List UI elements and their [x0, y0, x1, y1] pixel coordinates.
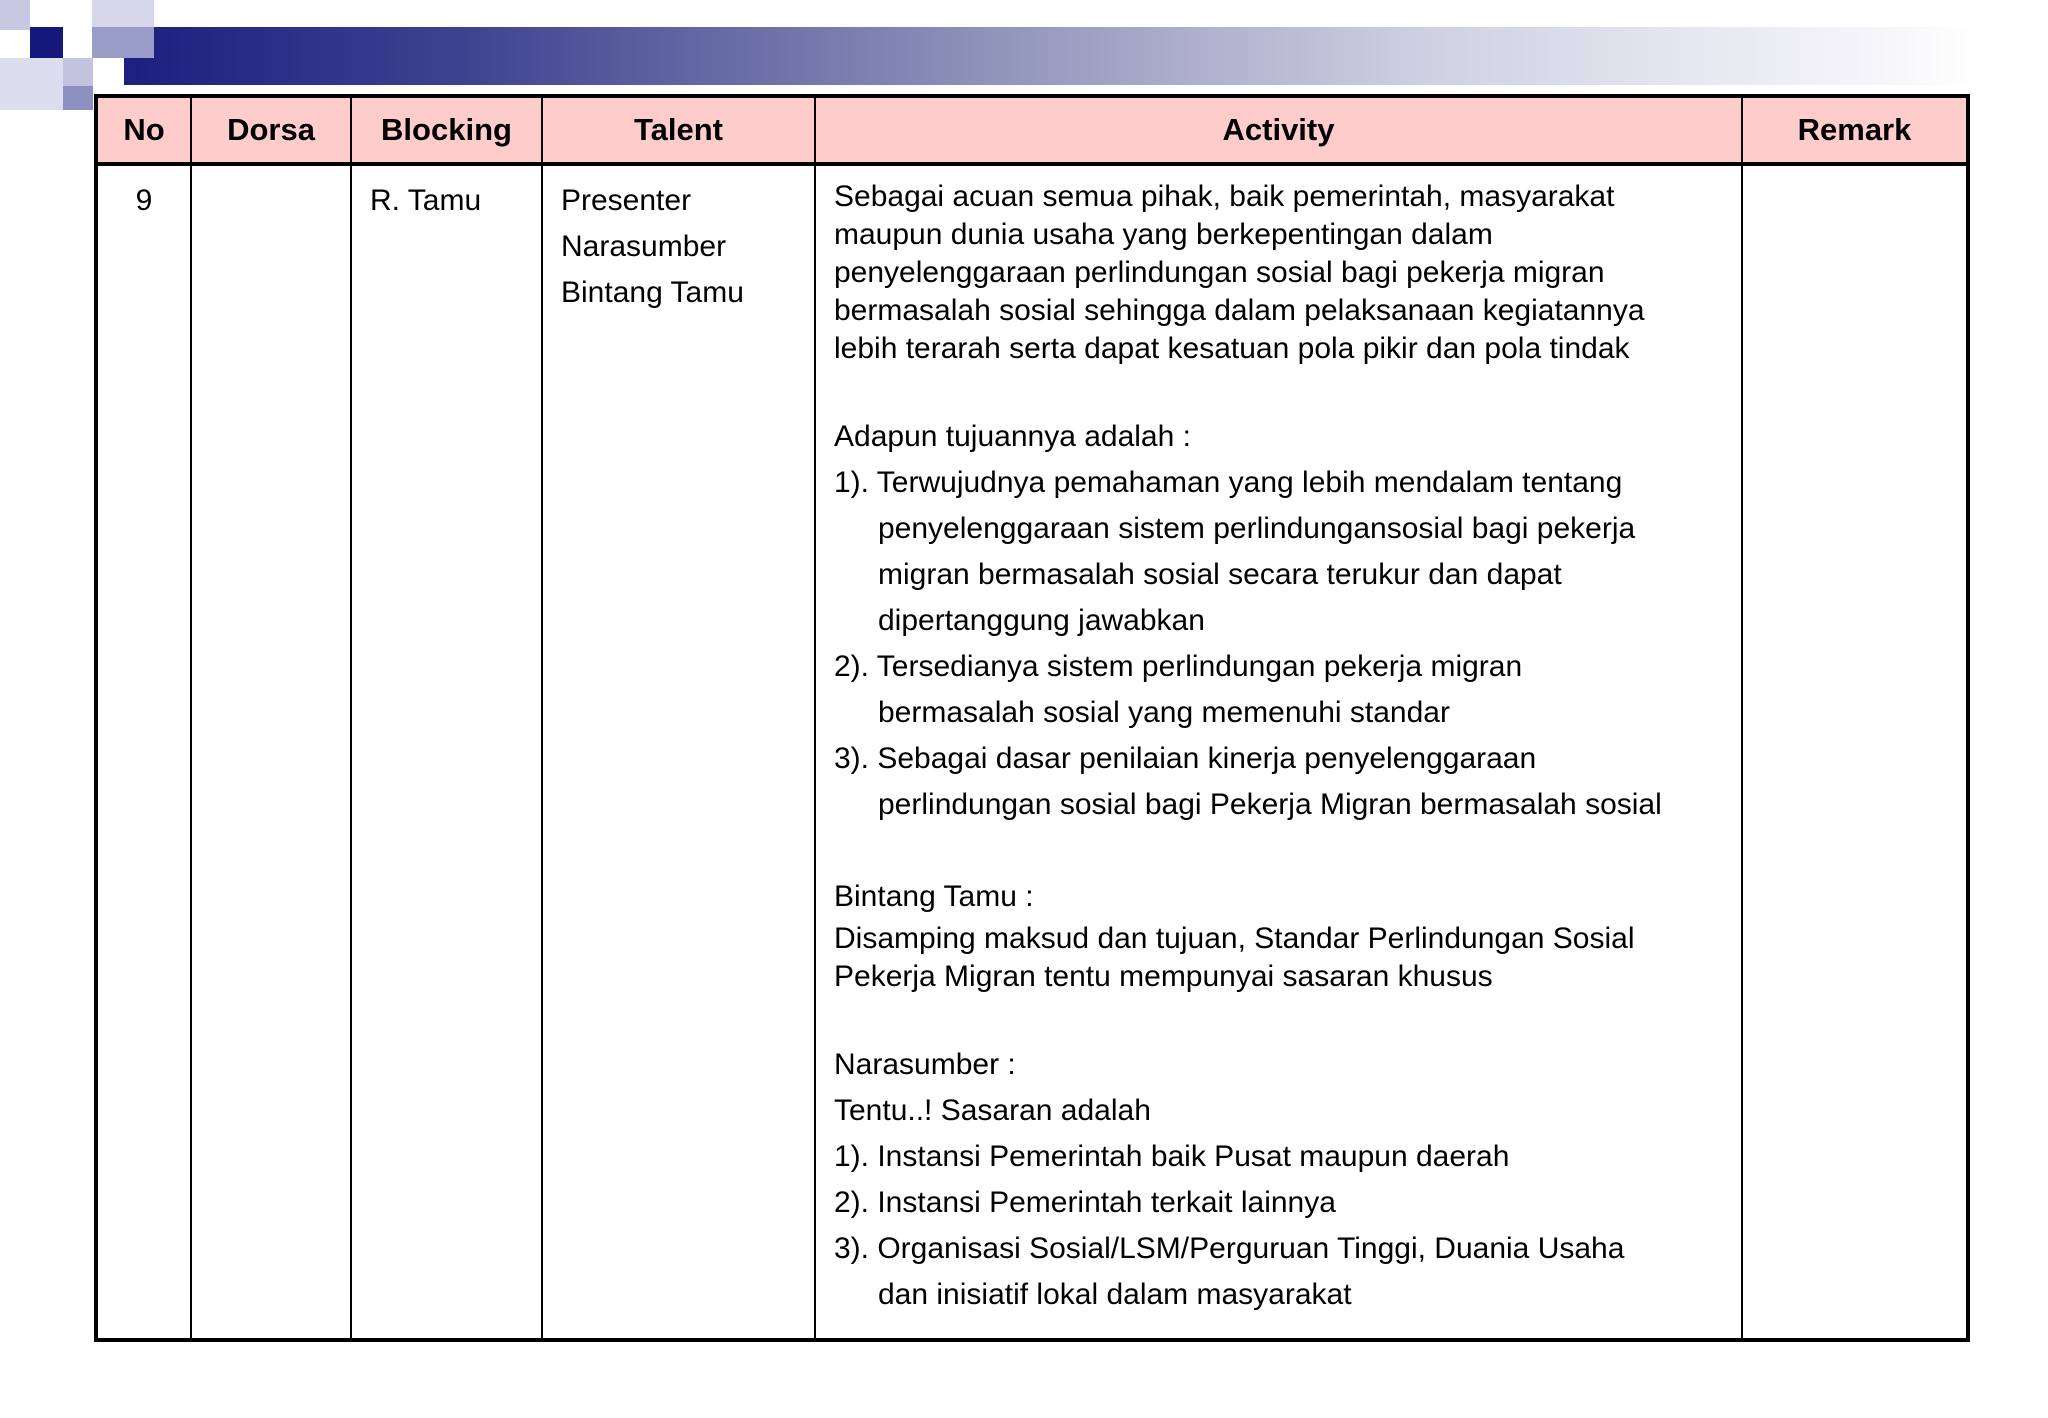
cell-activity — [815, 164, 1742, 1340]
decorative-square — [63, 86, 93, 110]
cell-dorsa — [191, 164, 351, 1340]
tujuan-heading: Adapun tujuannya adalah : — [834, 420, 1191, 453]
cell-no — [96, 164, 191, 1340]
spacer — [834, 996, 1723, 1042]
decorative-square — [92, 0, 154, 28]
cell-blocking — [351, 164, 542, 1340]
narasumber-lead: Tentu..! Sasaran adalah — [834, 1094, 1151, 1127]
row-number: 9 — [135, 184, 153, 217]
decorative-square — [0, 0, 30, 30]
decorative-square — [30, 27, 63, 58]
tujuan-item: 2). Tersedianya sistem perlindungan pekerja migran — [834, 650, 1523, 683]
sasaran-item-cont: dan inisiatif lokal dalam masyarakat — [878, 1278, 1352, 1311]
header-no: No — [96, 96, 191, 164]
blocking-value: R. Tamu — [370, 184, 482, 217]
sasaran-item: 1). Instansi Pemerintah baik Pusat maupun daerah — [834, 1140, 1510, 1173]
tujuan-item: 1). Terwujudnya pemahaman yang lebih mendalam tentang — [834, 466, 1623, 499]
tujuan-item-cont: dipertanggung jawabkan — [878, 604, 1205, 637]
sasaran-item: 2). Instansi Pemerintah terkait lainnya — [834, 1186, 1336, 1219]
tujuan-item: 3). Sebagai dasar penilaian kinerja penyelenggaraan — [834, 742, 1537, 775]
cell-remark — [1742, 164, 1968, 1340]
bintang-heading: Bintang Tamu : — [834, 880, 1034, 913]
header-activity: Activity — [815, 96, 1742, 164]
table-row — [96, 164, 1968, 1340]
bintang-line: Disamping maksud dan tujuan, Standar Perlindungan Sosial — [834, 922, 1635, 955]
tujuan-item-cont: migran bermasalah sosial secara terukur dan dapat — [878, 558, 1562, 591]
spacer — [834, 368, 1723, 414]
header-talent: Talent — [542, 96, 815, 164]
talent-item: Narasumber — [561, 230, 727, 263]
intro-line: maupun dunia usaha yang berkepentingan dalam — [834, 218, 1493, 251]
sasaran-item: 3). Organisasi Sosial/LSM/Perguruan Tinggi, Duania Usaha — [834, 1232, 1625, 1265]
tujuan-item-cont: bermasalah sosial yang memenuhi standar — [878, 696, 1450, 729]
narasumber-heading: Narasumber : — [834, 1048, 1016, 1081]
gradient-header-bar — [124, 27, 1984, 85]
header-remark: Remark — [1742, 96, 1968, 164]
intro-line: lebih terarah serta dapat kesatuan pola pikir dan pola tindak — [834, 332, 1630, 365]
talent-item: Presenter — [561, 184, 692, 217]
talent-item: Bintang Tamu — [561, 276, 744, 309]
header-blocking: Blocking — [351, 96, 542, 164]
intro-line: Sebagai acuan semua pihak, baik pemerintah, masyarakat — [834, 180, 1615, 213]
spacer — [834, 828, 1723, 874]
intro-line: penyelenggaraan perlindungan sosial bagi pekerja migran — [834, 256, 1605, 289]
decorative-square — [92, 27, 154, 58]
cell-talent — [542, 164, 815, 1340]
intro-line: bermasalah sosial sehingga dalam pelaksanaan kegiatannya — [834, 294, 1645, 327]
table-header-row — [96, 96, 1968, 164]
decorative-square — [0, 58, 63, 110]
tujuan-item-cont: perlindungan sosial bagi Pekerja Migran bermasalah sosial — [878, 788, 1662, 821]
tujuan-item-cont: penyelenggaraan sistem perlindungansosial bagi pekerja — [878, 512, 1636, 545]
header-dorsa: Dorsa — [191, 96, 351, 164]
script-table — [94, 94, 1970, 1342]
bintang-line: Pekerja Migran tentu mempunyai sasaran khusus — [834, 960, 1493, 993]
